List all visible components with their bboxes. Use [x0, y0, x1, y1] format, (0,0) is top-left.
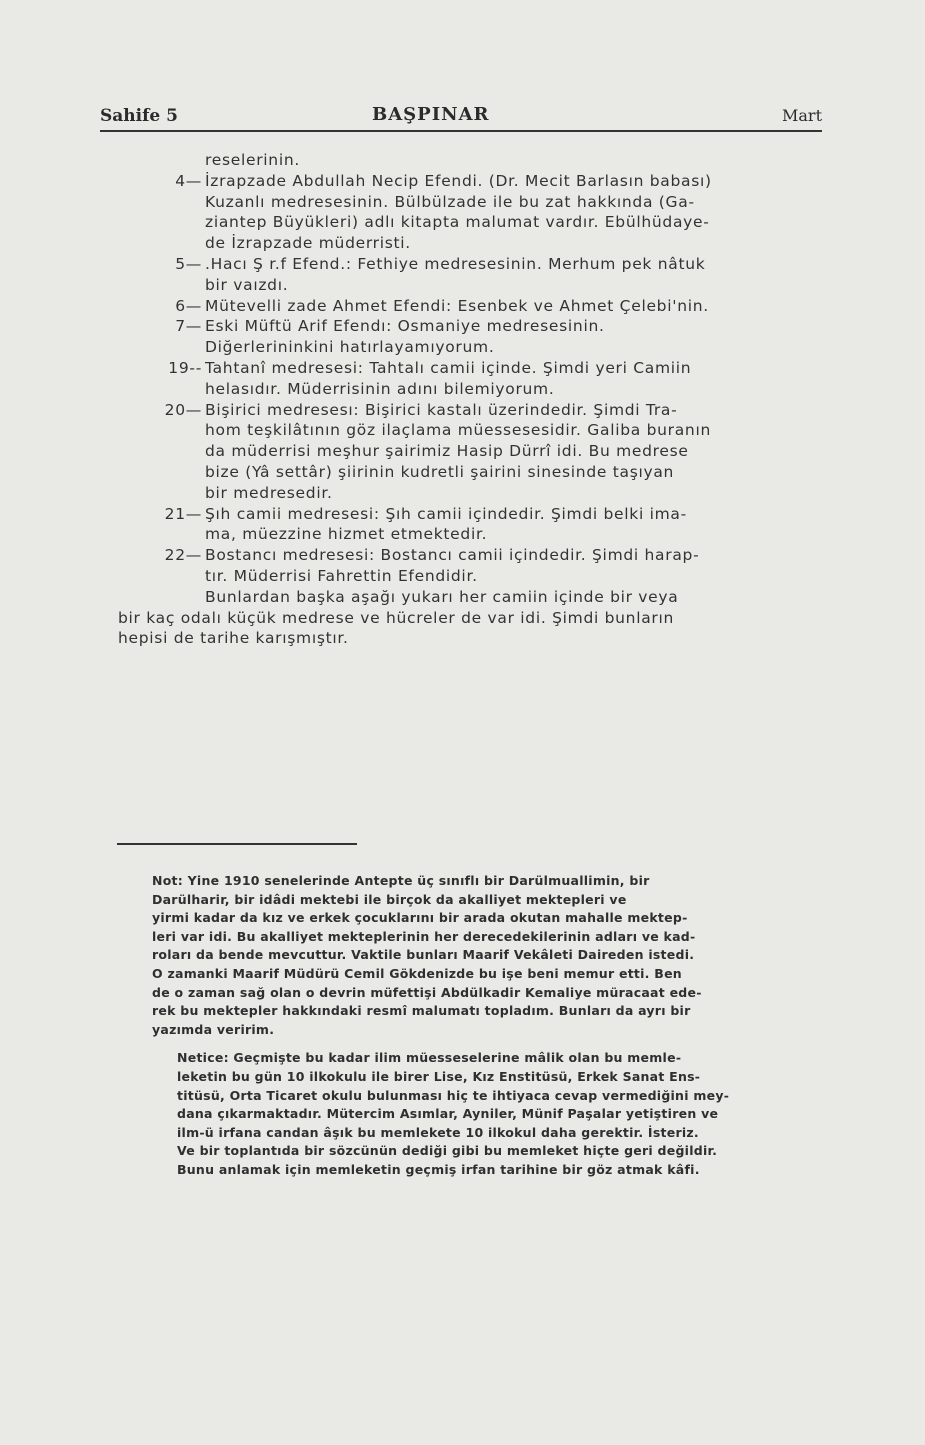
body-line: de İzrapzade müderristi. — [205, 234, 411, 253]
item-number: 22— — [164, 546, 202, 565]
body-line: Şıh camii medresesi: Şıh camii içindedir. Şimdi belki ima- — [205, 504, 687, 523]
list-item — [118, 504, 818, 546]
body-line: Eski Müftü Arif Efendı: Osmaniye medresesinin. — [205, 317, 605, 336]
item-number: 19-- — [168, 358, 202, 377]
body-line: hom teşkilâtının göz ilaçlama müessesesidir. Galiba buranın — [205, 421, 711, 440]
body-line: bir vaızdı. — [205, 275, 289, 294]
list-item — [118, 400, 818, 504]
note-line: leketin bu gün 10 ilkokulu ile birer Lise, Kız Enstitüsü, Erkek Sanat Ens- — [177, 1068, 701, 1084]
list-item — [118, 171, 818, 254]
page-number: Sahife 5 — [100, 106, 178, 126]
item-number: 5— — [175, 254, 202, 273]
issue-month: Mart — [782, 106, 822, 125]
item-number: 21— — [164, 504, 202, 523]
conclusion-paragraph — [117, 1049, 802, 1179]
body-line: Bostancı medresesi: Bostancı camii içindedir. Şimdi harap- — [205, 546, 700, 565]
list-item — [118, 316, 818, 358]
list-item — [118, 358, 818, 400]
note-line: titüsü, Orta Ticaret okulu bulunması hiç te ihtiyaca cevap vermediğini mey- — [177, 1087, 730, 1103]
note-line: Bunu anlamak için memleketin geçmiş irfan tarihine bir göz atmak kâfi. — [177, 1161, 700, 1177]
note-line: ilm-ü irfana candan âşık bu memlekete 10 ilkokul daha gerektir. İsteriz. — [177, 1124, 699, 1140]
note-line: yirmi kadar da kız ve erkek çocuklarını bir arada okutan mahalle mektep- — [152, 910, 688, 926]
note-line: Darülharir, bir idâdi mektebi ile birçok da akalliyet mektepleri ve — [152, 891, 627, 907]
note-line: dana çıkarmaktadır. Mütercim Asımlar, Ayniler, Münif Paşalar yetiştiren ve — [177, 1106, 719, 1122]
closing-paragraph-cont — [118, 608, 818, 650]
body-line: bize (Yâ settâr) şiirinin kudretli şairini sinesinde taşıyan — [205, 462, 675, 481]
body-line: İzrapzade Abdullah Necip Efendi. (Dr. Mecit Barlasın babası) — [205, 171, 712, 190]
body-line: Diğerlerininkini hatırlayamıyorum. — [205, 338, 495, 357]
body-line: Kuzanlı medresesinin. Bülbülzade ile bu zat hakkında (Ga- — [205, 192, 695, 211]
list-item — [118, 296, 818, 317]
note-line: Netice: Geçmişte bu kadar ilim müesseselerine mâlik olan bu memle- — [177, 1050, 682, 1066]
header-rule — [100, 130, 822, 132]
item-number: 4— — [175, 171, 202, 190]
body-line: Tahtanî medresesi: Tahtalı camii içinde. Şimdi yeri Camiin — [205, 358, 692, 377]
note-line: roları da bende mevcuttur. Vaktile bunları Maarif Vekâleti Daireden istedi. — [152, 947, 695, 963]
body-line: ziantep Büyükleri) adlı kitapta malumat vardır. Ebülhüdaye- — [205, 213, 710, 232]
body-line: tır. Müderrisi Fahrettin Efendidir. — [205, 566, 478, 585]
item-number: 7— — [175, 317, 202, 336]
footnote-rule — [117, 843, 357, 845]
note-line: Ve bir toplantıda bir sözcünün dediği gibi bu memleket hiçte geri değildir. — [177, 1143, 718, 1159]
note-line: leri var idi. Bu akalliyet mekteplerinin her derecedekilerinin adları ve kad- — [152, 928, 696, 944]
list-item — [118, 545, 818, 587]
body-line: bir medresedir. — [205, 483, 333, 502]
note-line: de o zaman sağ olan o devrin müfettişi Abdülkadir Kemaliye müracaat ede- — [152, 984, 702, 1000]
note-paragraph — [117, 872, 802, 1039]
body-line: Mütevelli zade Ahmet Efendi: Esenbek ve Ahmet Çelebi'nin. — [205, 296, 709, 315]
item-number: 20— — [164, 400, 202, 419]
body-line: reselerinin. — [205, 151, 300, 169]
item-number: 6— — [175, 296, 202, 315]
note-line: yazımda veririm. — [152, 1021, 275, 1037]
body-line: da müderrisi meşhur şairimiz Hasip Dürrî idi. Bu medrese — [205, 442, 689, 461]
body-line: Bişirici medresesı: Bişirici kastalı üzerindedir. Şimdi Tra- — [205, 400, 678, 419]
body-line: Bunlardan başka aşağı yukarı her camiin içinde bir veya — [205, 587, 679, 606]
body-line: hepisi de tarihe karışmıştır. — [118, 629, 349, 648]
page-header — [100, 100, 822, 132]
note-line: rek bu mektepler hakkındaki resmî malumatı topladım. Bunları da ayrı bir — [152, 1003, 691, 1019]
body-line: .Hacı Ş r.f Efend.: Fethiye medresesinin. Merhum pek nâtuk — [205, 254, 706, 273]
article-body — [118, 150, 818, 649]
body-line: helasıdır. Müderrisinin adını bilemiyorum. — [205, 379, 555, 398]
body-line: ma, müezzine hizmet etmektedir. — [205, 525, 488, 544]
journal-title: BAŞPINAR — [372, 104, 490, 125]
closing-paragraph — [118, 587, 818, 608]
note-line: O zamanki Maarif Müdürü Cemil Gökdenizde bu işe beni memur etti. Ben — [152, 965, 682, 981]
body-line: bir kaç odalı küçük medrese ve hücreler de var idi. Şimdi bunların — [118, 608, 675, 627]
list-item — [118, 254, 818, 296]
footnotes — [117, 872, 802, 1180]
note-line: Not: Yine 1910 senelerinde Antepte üç sınıflı bir Darülmuallimin, bir — [152, 873, 650, 888]
